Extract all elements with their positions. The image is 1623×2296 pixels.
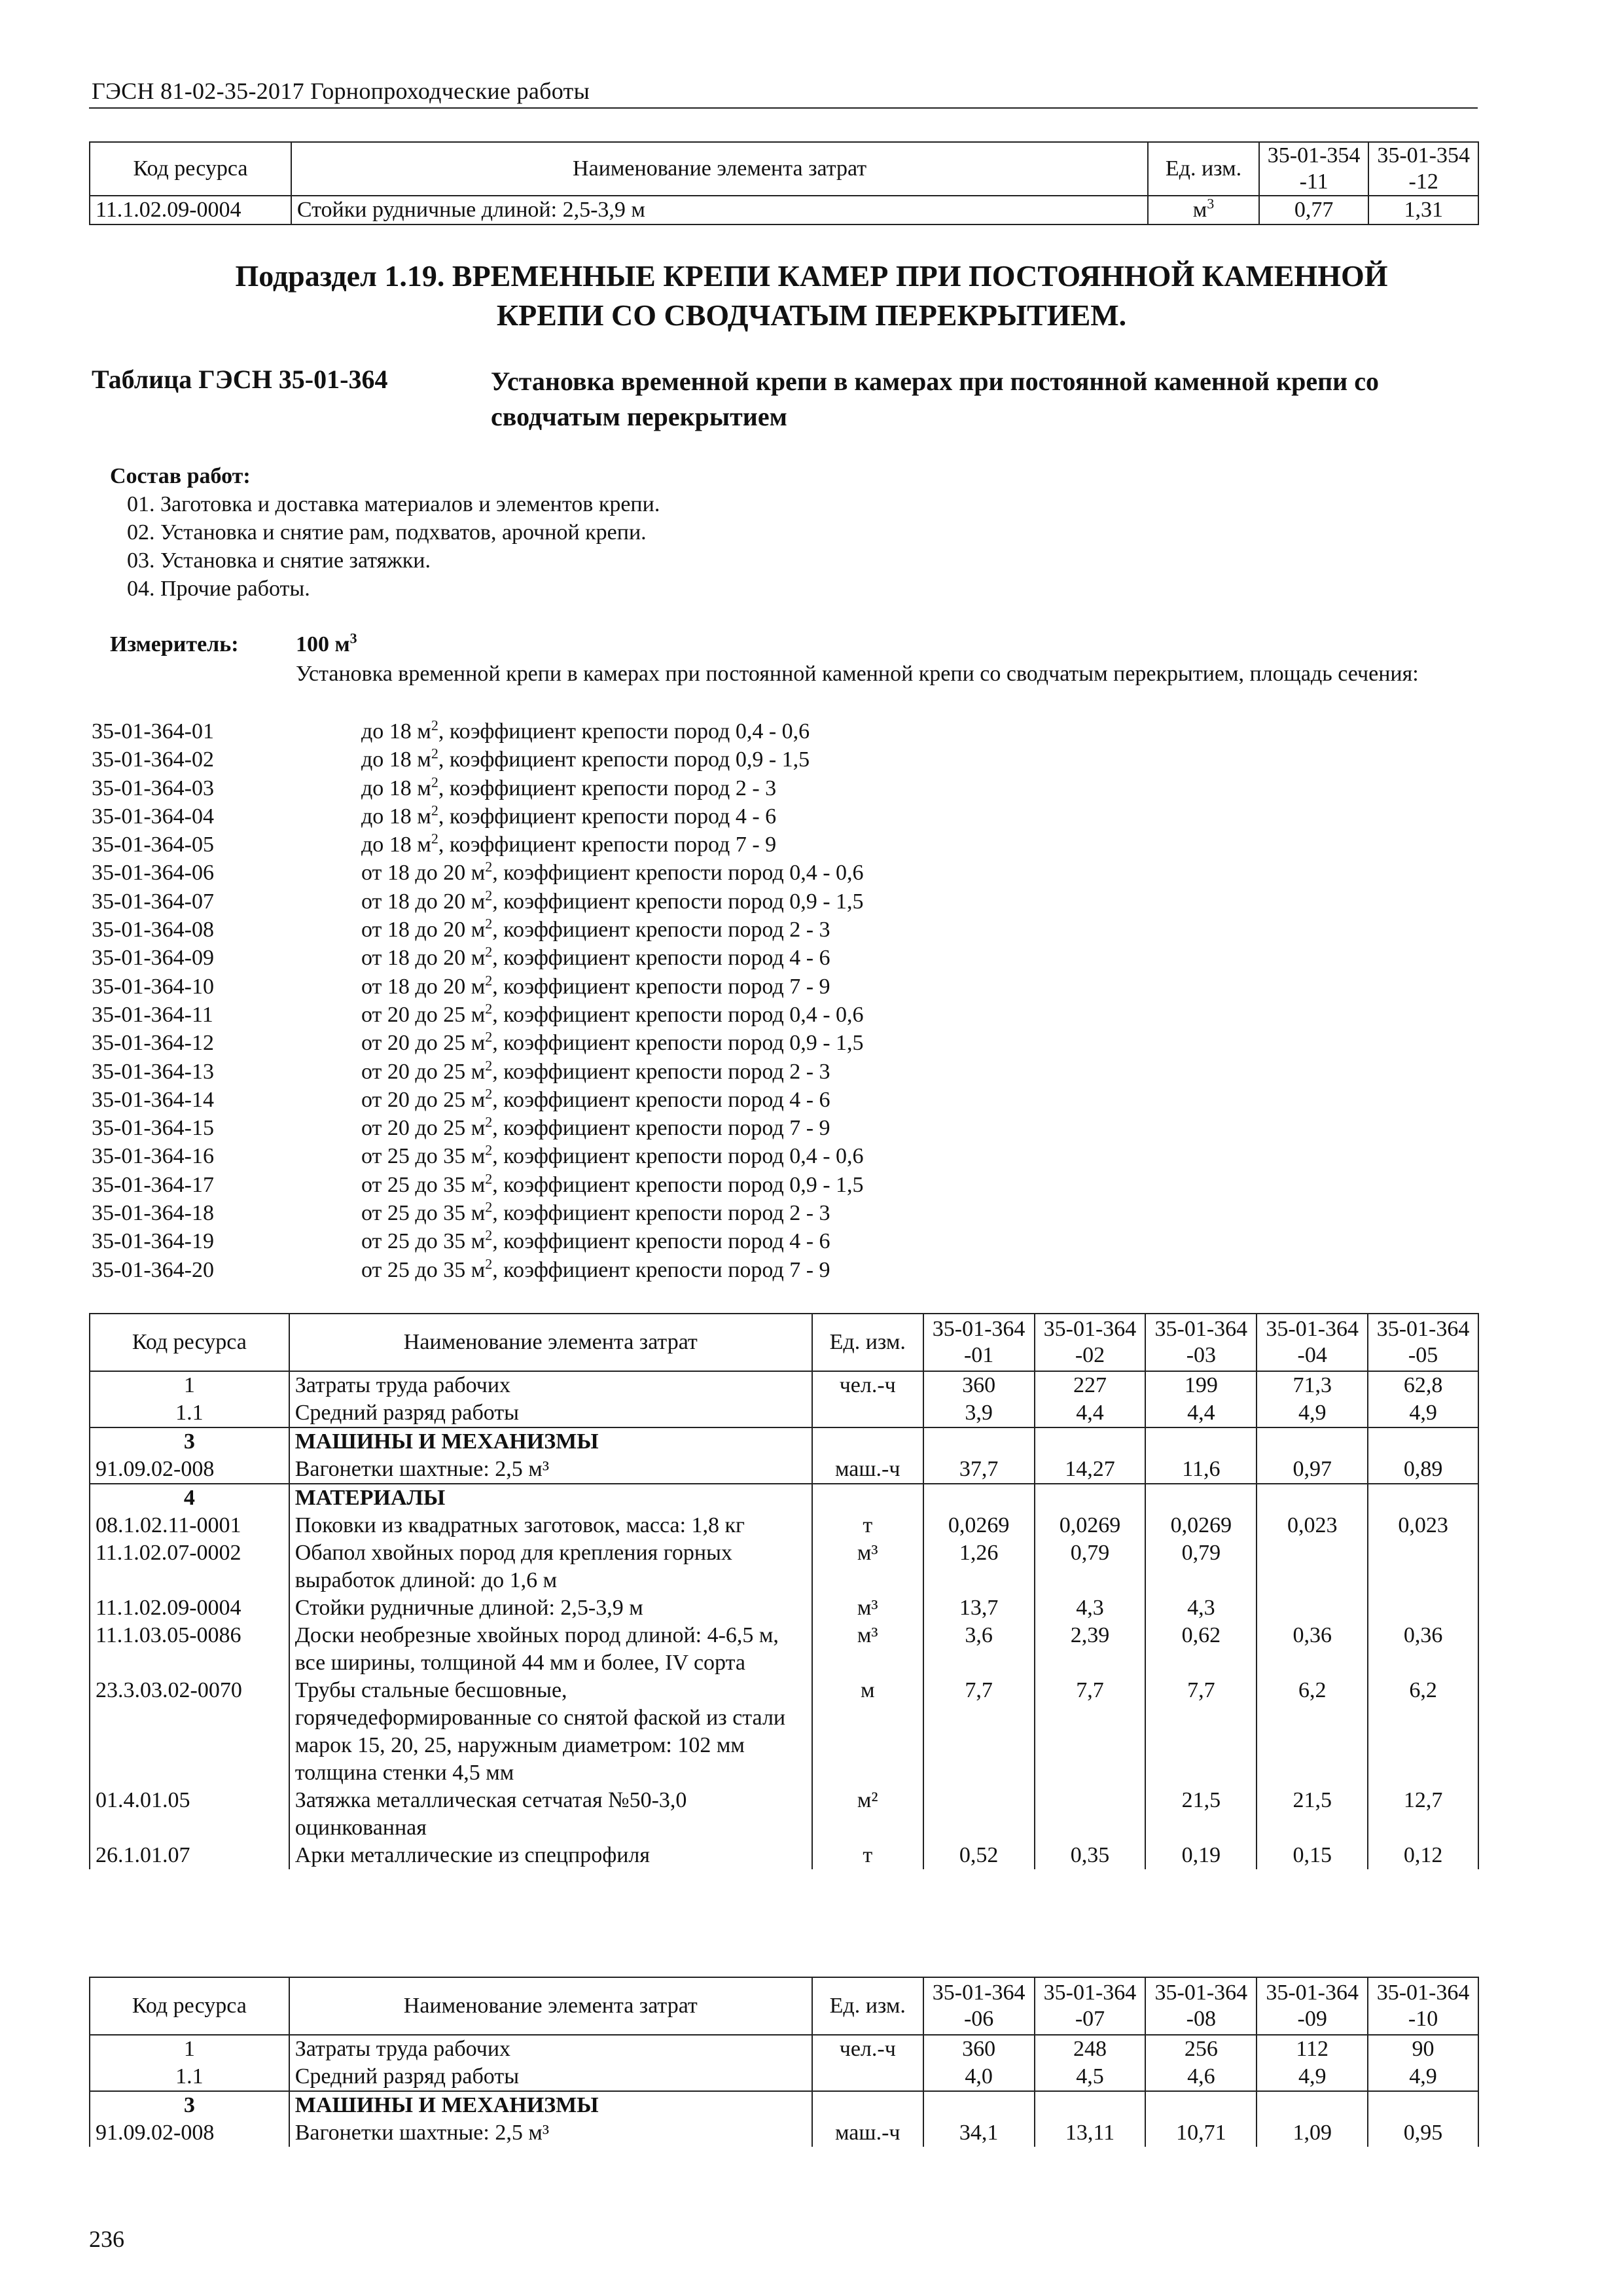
resource-unit: маш.-ч [812, 1456, 923, 1484]
norm-value: 256 [1145, 2035, 1257, 2063]
norm-value: 71,3 [1257, 1371, 1368, 1399]
norm-value: 2,39 [1035, 1622, 1146, 1677]
col-header-code: Код ресурса [90, 142, 291, 196]
norm-value [1145, 1484, 1257, 1512]
resource-unit [812, 1484, 923, 1512]
resource-code: 91.09.02-008 [90, 2119, 289, 2147]
col-header-norm: 35-01-364-02 [1035, 1314, 1146, 1371]
resource-unit: м³ [812, 1622, 923, 1677]
top-resource-table [89, 141, 1479, 225]
resource-code: 3 [90, 1427, 289, 1456]
norm-value: 0,77 [1259, 196, 1369, 224]
resource-name: Обапол хвойных пород для крепления горных выработок длиной: до 1,6 м [289, 1539, 812, 1594]
resource-code: 08.1.02.11-0001 [90, 1512, 289, 1539]
resource-unit [812, 1399, 923, 1427]
norm-item [92, 1001, 864, 1029]
norm-description: от 20 до 25 $м^2$, коэффициент крепости пород 0,4 - 0,6 [361, 1000, 864, 1027]
resource-code: 26.1.01.07 [90, 1842, 289, 1869]
norm-value [1035, 1427, 1146, 1456]
norm-value: 7,7 [1145, 1677, 1257, 1787]
header-divider [89, 107, 1478, 109]
norm-code: 35-01-364-14 [92, 1087, 214, 1112]
norm-item [92, 1256, 864, 1284]
norm-value: 112 [1257, 2035, 1368, 2063]
norm-value: 4,9 [1368, 1399, 1478, 1427]
norm-description: до 18 $м^2$, коэффициент крепости пород 7 - 9 [361, 830, 777, 857]
resource-code: 3 [90, 2091, 289, 2119]
norm-value [1145, 1427, 1257, 1456]
table-row [90, 1677, 1478, 1787]
table-row [90, 1787, 1478, 1842]
col-header-unit: Ед. изм. [812, 1314, 923, 1371]
norm-value [1368, 2091, 1478, 2119]
norm-description: от 20 до 25 $м^2$, коэффициент крепости пород 0,9 - 1,5 [361, 1028, 864, 1056]
resource-name: Трубы стальные бесшовные, горячедеформированные со снятой фаской из стали марок 15, 20, 25, наружным диаметром: 102 мм толщина стенки 4,5 мм [289, 1677, 812, 1787]
resource-name: МАШИНЫ И МЕХАНИЗМЫ [289, 1427, 812, 1456]
resource-code: 1.1 [90, 2063, 289, 2091]
norm-item [92, 1199, 864, 1227]
resource-unit: м [812, 1677, 923, 1787]
col-header-norm: 35-01-354-11 [1259, 142, 1369, 196]
norm-item [92, 802, 864, 831]
norm-value [1035, 1787, 1146, 1842]
col-header-norm: 35-01-364-05 [1368, 1314, 1478, 1371]
norm-value [923, 2091, 1035, 2119]
norm-value: 90 [1368, 2035, 1478, 2063]
norm-value: 0,0269 [1035, 1512, 1146, 1539]
table-row [90, 1371, 1478, 1399]
norm-value: 0,0269 [923, 1512, 1035, 1539]
norm-code: 35-01-364-05 [92, 833, 214, 857]
col-header-code: Код ресурса [90, 1977, 289, 2035]
resource-unit: м² [812, 1787, 923, 1842]
norm-value: 0,36 [1368, 1622, 1478, 1677]
norm-code: 35-01-364-12 [92, 1031, 214, 1056]
col-header-norm: 35-01-364-07 [1035, 1977, 1146, 2035]
col-header-norm: 35-01-364-01 [923, 1314, 1035, 1371]
col-header-name: Наименование элемента затрат [291, 142, 1148, 196]
resource-code: 23.3.03.02-0070 [90, 1677, 289, 1787]
table-row [90, 2091, 1478, 2119]
norm-description: от 20 до 25 $м^2$, коэффициент крепости пород 4 - 6 [361, 1085, 830, 1112]
col-header-norm: 35-01-364-10 [1368, 1977, 1478, 2035]
norm-code: 35-01-364-09 [92, 946, 214, 971]
work-composition [110, 462, 660, 603]
norm-item [92, 1086, 864, 1114]
resource-unit: $м^3$ [1148, 196, 1259, 224]
col-header-norm: 35-01-364-06 [923, 1977, 1035, 2035]
norm-code: 35-01-364-13 [92, 1059, 214, 1084]
resource-name: МАТЕРИАЛЫ [289, 1484, 812, 1512]
norm-description: от 20 до 25 $м^2$, коэффициент крепости пород 2 - 3 [361, 1057, 830, 1084]
meter-label: Измеритель: [110, 632, 239, 656]
norm-value: 37,7 [923, 1456, 1035, 1484]
work-composition-header: Состав работ: [110, 464, 251, 488]
resource-table-1 [89, 1313, 1479, 1869]
norm-description: от 25 до 35 $м^2$, коэффициент крепости пород 4 - 6 [361, 1227, 830, 1254]
norm-value: 227 [1035, 1371, 1146, 1399]
norm-value: 4,6 [1145, 2063, 1257, 2091]
norm-item [92, 1058, 864, 1086]
norm-description: от 18 до 20 $м^2$, коэффициент крепости пород 2 - 3 [361, 915, 830, 942]
norm-description: от 18 до 20 $м^2$, коэффициент крепости пород 0,9 - 1,5 [361, 887, 864, 914]
norm-code: 35-01-364-06 [92, 861, 214, 886]
norm-item [92, 1029, 864, 1057]
norm-value: 4,3 [1145, 1594, 1257, 1622]
norm-value: 1,09 [1257, 2119, 1368, 2147]
norm-code: 35-01-364-03 [92, 776, 214, 800]
norm-item [92, 745, 864, 774]
resource-unit [812, 1427, 923, 1456]
norm-code: 35-01-364-17 [92, 1172, 214, 1197]
norm-code: 35-01-364-07 [92, 889, 214, 914]
norm-value: 0,12 [1368, 1842, 1478, 1869]
norm-value: 6,2 [1368, 1677, 1478, 1787]
norm-value: 21,5 [1145, 1787, 1257, 1842]
norm-value: 360 [923, 2035, 1035, 2063]
norm-value: 13,7 [923, 1594, 1035, 1622]
norm-value: 199 [1145, 1371, 1257, 1399]
norm-description: от 20 до 25 $м^2$, коэффициент крепости пород 7 - 9 [361, 1113, 830, 1141]
table-row [90, 1539, 1478, 1594]
col-header-unit: Ед. изм. [1148, 142, 1259, 196]
norm-value: 4,9 [1257, 2063, 1368, 2091]
norm-value [923, 1427, 1035, 1456]
norm-description: от 18 до 20 $м^2$, коэффициент крепости пород 7 - 9 [361, 972, 830, 999]
norm-code: 35-01-364-15 [92, 1116, 214, 1141]
norm-item [92, 916, 864, 944]
norm-value [1257, 1427, 1368, 1456]
resource-name: Поковки из квадратных заготовок, масса: 1,8 кг [289, 1512, 812, 1539]
table-row [90, 2063, 1478, 2091]
norm-value: 0,36 [1257, 1622, 1368, 1677]
resource-code: 11.1.02.07-0002 [90, 1539, 289, 1594]
norm-value: 7,7 [923, 1677, 1035, 1787]
col-header-name: Наименование элемента затрат [289, 1314, 812, 1371]
norm-value: 0,97 [1257, 1456, 1368, 1484]
norm-item [92, 859, 864, 887]
norm-value: 12,7 [1368, 1787, 1478, 1842]
meter-value: 100 $м^3$ [296, 630, 357, 656]
norm-value: 0,95 [1368, 2119, 1478, 2147]
norm-value: 0,023 [1368, 1512, 1478, 1539]
table-row [90, 1594, 1478, 1622]
resource-unit [812, 2091, 923, 2119]
norm-item [92, 1142, 864, 1170]
col-header-code: Код ресурса [90, 1314, 289, 1371]
norm-item [92, 944, 864, 972]
resource-name: Вагонетки шахтные: 2,5 м³ [289, 2119, 812, 2147]
norm-value [1368, 1484, 1478, 1512]
col-header-unit: Ед. изм. [812, 1977, 923, 2035]
norm-description: от 25 до 35 $м^2$, коэффициент крепости пород 7 - 9 [361, 1255, 830, 1282]
resource-name: Затраты труда рабочих [289, 2035, 812, 2063]
resource-name: МАШИНЫ И МЕХАНИЗМЫ [289, 2091, 812, 2119]
work-item: 02. Установка и снятие рам, подхватов, арочной крепи. [127, 520, 647, 545]
norm-item [92, 831, 864, 859]
norm-value: 1,31 [1368, 196, 1478, 224]
resource-unit: чел.-ч [812, 1371, 923, 1399]
resource-unit: м³ [812, 1594, 923, 1622]
resource-code: 1 [90, 1371, 289, 1399]
norm-value [1035, 1484, 1146, 1512]
subsection-title-line: Подраздел 1.19. ВРЕМЕННЫЕ КРЕПИ КАМЕР ПРИ ПОСТОЯННОЙ КАМЕННОЙ [235, 259, 1388, 293]
running-header: ГЭСН 81-02-35-2017 Горнопроходческие работы [92, 78, 590, 104]
resource-unit: м³ [812, 1539, 923, 1594]
norm-value: 14,27 [1035, 1456, 1146, 1484]
table-row [90, 2035, 1478, 2063]
resource-name: Доски необрезные хвойных пород длиной: 4-6,5 м, все ширины, толщиной 44 мм и более, IV сорта [289, 1622, 812, 1677]
norm-code: 35-01-364-20 [92, 1257, 214, 1282]
col-header-norm: 35-01-364-03 [1145, 1314, 1257, 1371]
norm-item [92, 888, 864, 916]
norm-value: 0,0269 [1145, 1512, 1257, 1539]
norm-value: 0,35 [1035, 1842, 1146, 1869]
norm-description: от 25 до 35 $м^2$, коэффициент крепости пород 2 - 3 [361, 1198, 830, 1226]
norm-value [1368, 1594, 1478, 1622]
norm-description: от 25 до 35 $м^2$, коэффициент крепости пород 0,9 - 1,5 [361, 1170, 864, 1197]
norm-code: 35-01-364-01 [92, 719, 214, 744]
norm-value: 4,4 [1145, 1399, 1257, 1427]
norm-value: 13,11 [1035, 2119, 1146, 2147]
table-row [90, 1456, 1478, 1484]
norm-item [92, 1227, 864, 1255]
resource-code: 11.1.02.09-0004 [90, 1594, 289, 1622]
work-item: 03. Установка и снятие затяжки. [127, 548, 431, 573]
table-row [90, 1512, 1478, 1539]
norm-value: 10,71 [1145, 2119, 1257, 2147]
norm-value: 3,9 [923, 1399, 1035, 1427]
norm-description: до 18 $м^2$, коэффициент крепости пород 0,9 - 1,5 [361, 745, 810, 772]
resource-name: Арки металлические из спецпрофиля [289, 1842, 812, 1869]
norm-value [1368, 1539, 1478, 1594]
norm-code: 35-01-364-18 [92, 1201, 214, 1226]
norm-value [1257, 1594, 1368, 1622]
resource-name: Средний разряд работы [289, 1399, 812, 1427]
resource-code: 4 [90, 1484, 289, 1512]
norm-value: 3,6 [923, 1622, 1035, 1677]
table-row [90, 1842, 1478, 1869]
resource-table-2 [89, 1977, 1479, 2147]
norm-value: 0,79 [1145, 1539, 1257, 1594]
norm-value [1368, 1427, 1478, 1456]
norm-code: 35-01-364-04 [92, 804, 214, 829]
table-row [90, 1399, 1478, 1427]
norm-description: от 25 до 35 $м^2$, коэффициент крепости пород 0,4 - 0,6 [361, 1142, 864, 1169]
norm-value: 248 [1035, 2035, 1146, 2063]
norm-value [1035, 2091, 1146, 2119]
resource-name: Средний разряд работы [289, 2063, 812, 2091]
subsection-title-line: КРЕПИ СО СВОДЧАТЫМ ПЕРЕКРЫТИЕМ. [496, 298, 1127, 332]
norm-list [92, 717, 864, 1284]
subsection-title [92, 257, 1531, 335]
norm-value: 11,6 [1145, 1456, 1257, 1484]
table-row [90, 2119, 1478, 2147]
resource-code: 11.1.03.05-0086 [90, 1622, 289, 1677]
norm-value: 360 [923, 1371, 1035, 1399]
meter-description: Установка временной крепи в камерах при постоянной каменной крепи со сводчатым перекрытием, площадь сечения: [296, 662, 1419, 686]
col-header-norm: 35-01-364-08 [1145, 1977, 1257, 2035]
norm-value: 1,26 [923, 1539, 1035, 1594]
norm-description: до 18 $м^2$, коэффициент крепости пород 2 - 3 [361, 774, 777, 800]
col-header-norm: 35-01-354-12 [1368, 142, 1478, 196]
norm-value: 0,19 [1145, 1842, 1257, 1869]
col-header-norm: 35-01-364-04 [1257, 1314, 1368, 1371]
norm-value [923, 1787, 1035, 1842]
norm-item [92, 973, 864, 1001]
table-title: Установка временной крепи в камерах при постоянной каменной крепи со сводчатым перекрытием [491, 367, 1379, 431]
norm-value [1145, 2091, 1257, 2119]
norm-value: 4,3 [1035, 1594, 1146, 1622]
resource-name: Затяжка металлическая сетчатая №50-3,0 оцинкованная [289, 1787, 812, 1842]
resource-code: 1 [90, 2035, 289, 2063]
norm-value [1257, 1539, 1368, 1594]
resource-code: 1.1 [90, 1399, 289, 1427]
norm-value: 34,1 [923, 2119, 1035, 2147]
norm-code: 35-01-364-08 [92, 918, 214, 942]
norm-value: 6,2 [1257, 1677, 1368, 1787]
resource-unit: чел.-ч [812, 2035, 923, 2063]
norm-code: 35-01-364-16 [92, 1144, 214, 1169]
norm-value [1257, 2091, 1368, 2119]
norm-value [923, 1484, 1035, 1512]
norm-value: 4,5 [1035, 2063, 1146, 2091]
resource-name: Стойки рудничные длиной: 2,5-3,9 м [291, 196, 1148, 224]
norm-value: 21,5 [1257, 1787, 1368, 1842]
work-item: 01. Заготовка и доставка материалов и элементов крепи. [127, 492, 660, 516]
resource-unit: маш.-ч [812, 2119, 923, 2147]
resource-code: 01.4.01.05 [90, 1787, 289, 1842]
norm-value: 62,8 [1368, 1371, 1478, 1399]
norm-code: 35-01-364-19 [92, 1229, 214, 1254]
norm-value: 0,15 [1257, 1842, 1368, 1869]
resource-code: 11.1.02.09-0004 [90, 196, 291, 224]
table-row [90, 1427, 1478, 1456]
norm-value: 0,79 [1035, 1539, 1146, 1594]
col-header-norm: 35-01-364-09 [1257, 1977, 1368, 2035]
page-number: 236 [89, 2226, 124, 2252]
norm-description: от 18 до 20 $м^2$, коэффициент крепости пород 0,4 - 0,6 [361, 859, 864, 886]
resource-code: 91.09.02-008 [90, 1456, 289, 1484]
norm-value [1257, 1484, 1368, 1512]
norm-value: 4,4 [1035, 1399, 1146, 1427]
norm-code: 35-01-364-11 [92, 1002, 213, 1027]
norm-description: до 18 $м^2$, коэффициент крепости пород 0,4 - 0,6 [361, 717, 810, 744]
norm-item [92, 774, 864, 802]
norm-item [92, 717, 864, 745]
table-row [90, 1622, 1478, 1677]
norm-value: 4,9 [1257, 1399, 1368, 1427]
resource-name: Вагонетки шахтные: 2,5 м³ [289, 1456, 812, 1484]
norm-code: 35-01-364-10 [92, 974, 214, 999]
norm-code: 35-01-364-02 [92, 747, 214, 772]
norm-value: 0,62 [1145, 1622, 1257, 1677]
table-label: Таблица ГЭСН 35-01-364 [92, 365, 388, 394]
norm-value: 4,9 [1368, 2063, 1478, 2091]
resource-name: Стойки рудничные длиной: 2,5-3,9 м [289, 1594, 812, 1622]
norm-item [92, 1114, 864, 1142]
resource-unit: т [812, 1512, 923, 1539]
norm-description: от 18 до 20 $м^2$, коэффициент крепости пород 4 - 6 [361, 944, 830, 971]
norm-description: до 18 $м^2$, коэффициент крепости пород 4 - 6 [361, 802, 777, 829]
table-row [90, 1484, 1478, 1512]
norm-value: 7,7 [1035, 1677, 1146, 1787]
col-header-name: Наименование элемента затрат [289, 1977, 812, 2035]
norm-value: 0,89 [1368, 1456, 1478, 1484]
norm-item [92, 1171, 864, 1199]
resource-unit: т [812, 1842, 923, 1869]
norm-value: 4,0 [923, 2063, 1035, 2091]
norm-value: 0,52 [923, 1842, 1035, 1869]
norm-value: 0,023 [1257, 1512, 1368, 1539]
resource-name: Затраты труда рабочих [289, 1371, 812, 1399]
resource-unit [812, 2063, 923, 2091]
work-item: 04. Прочие работы. [127, 577, 310, 601]
